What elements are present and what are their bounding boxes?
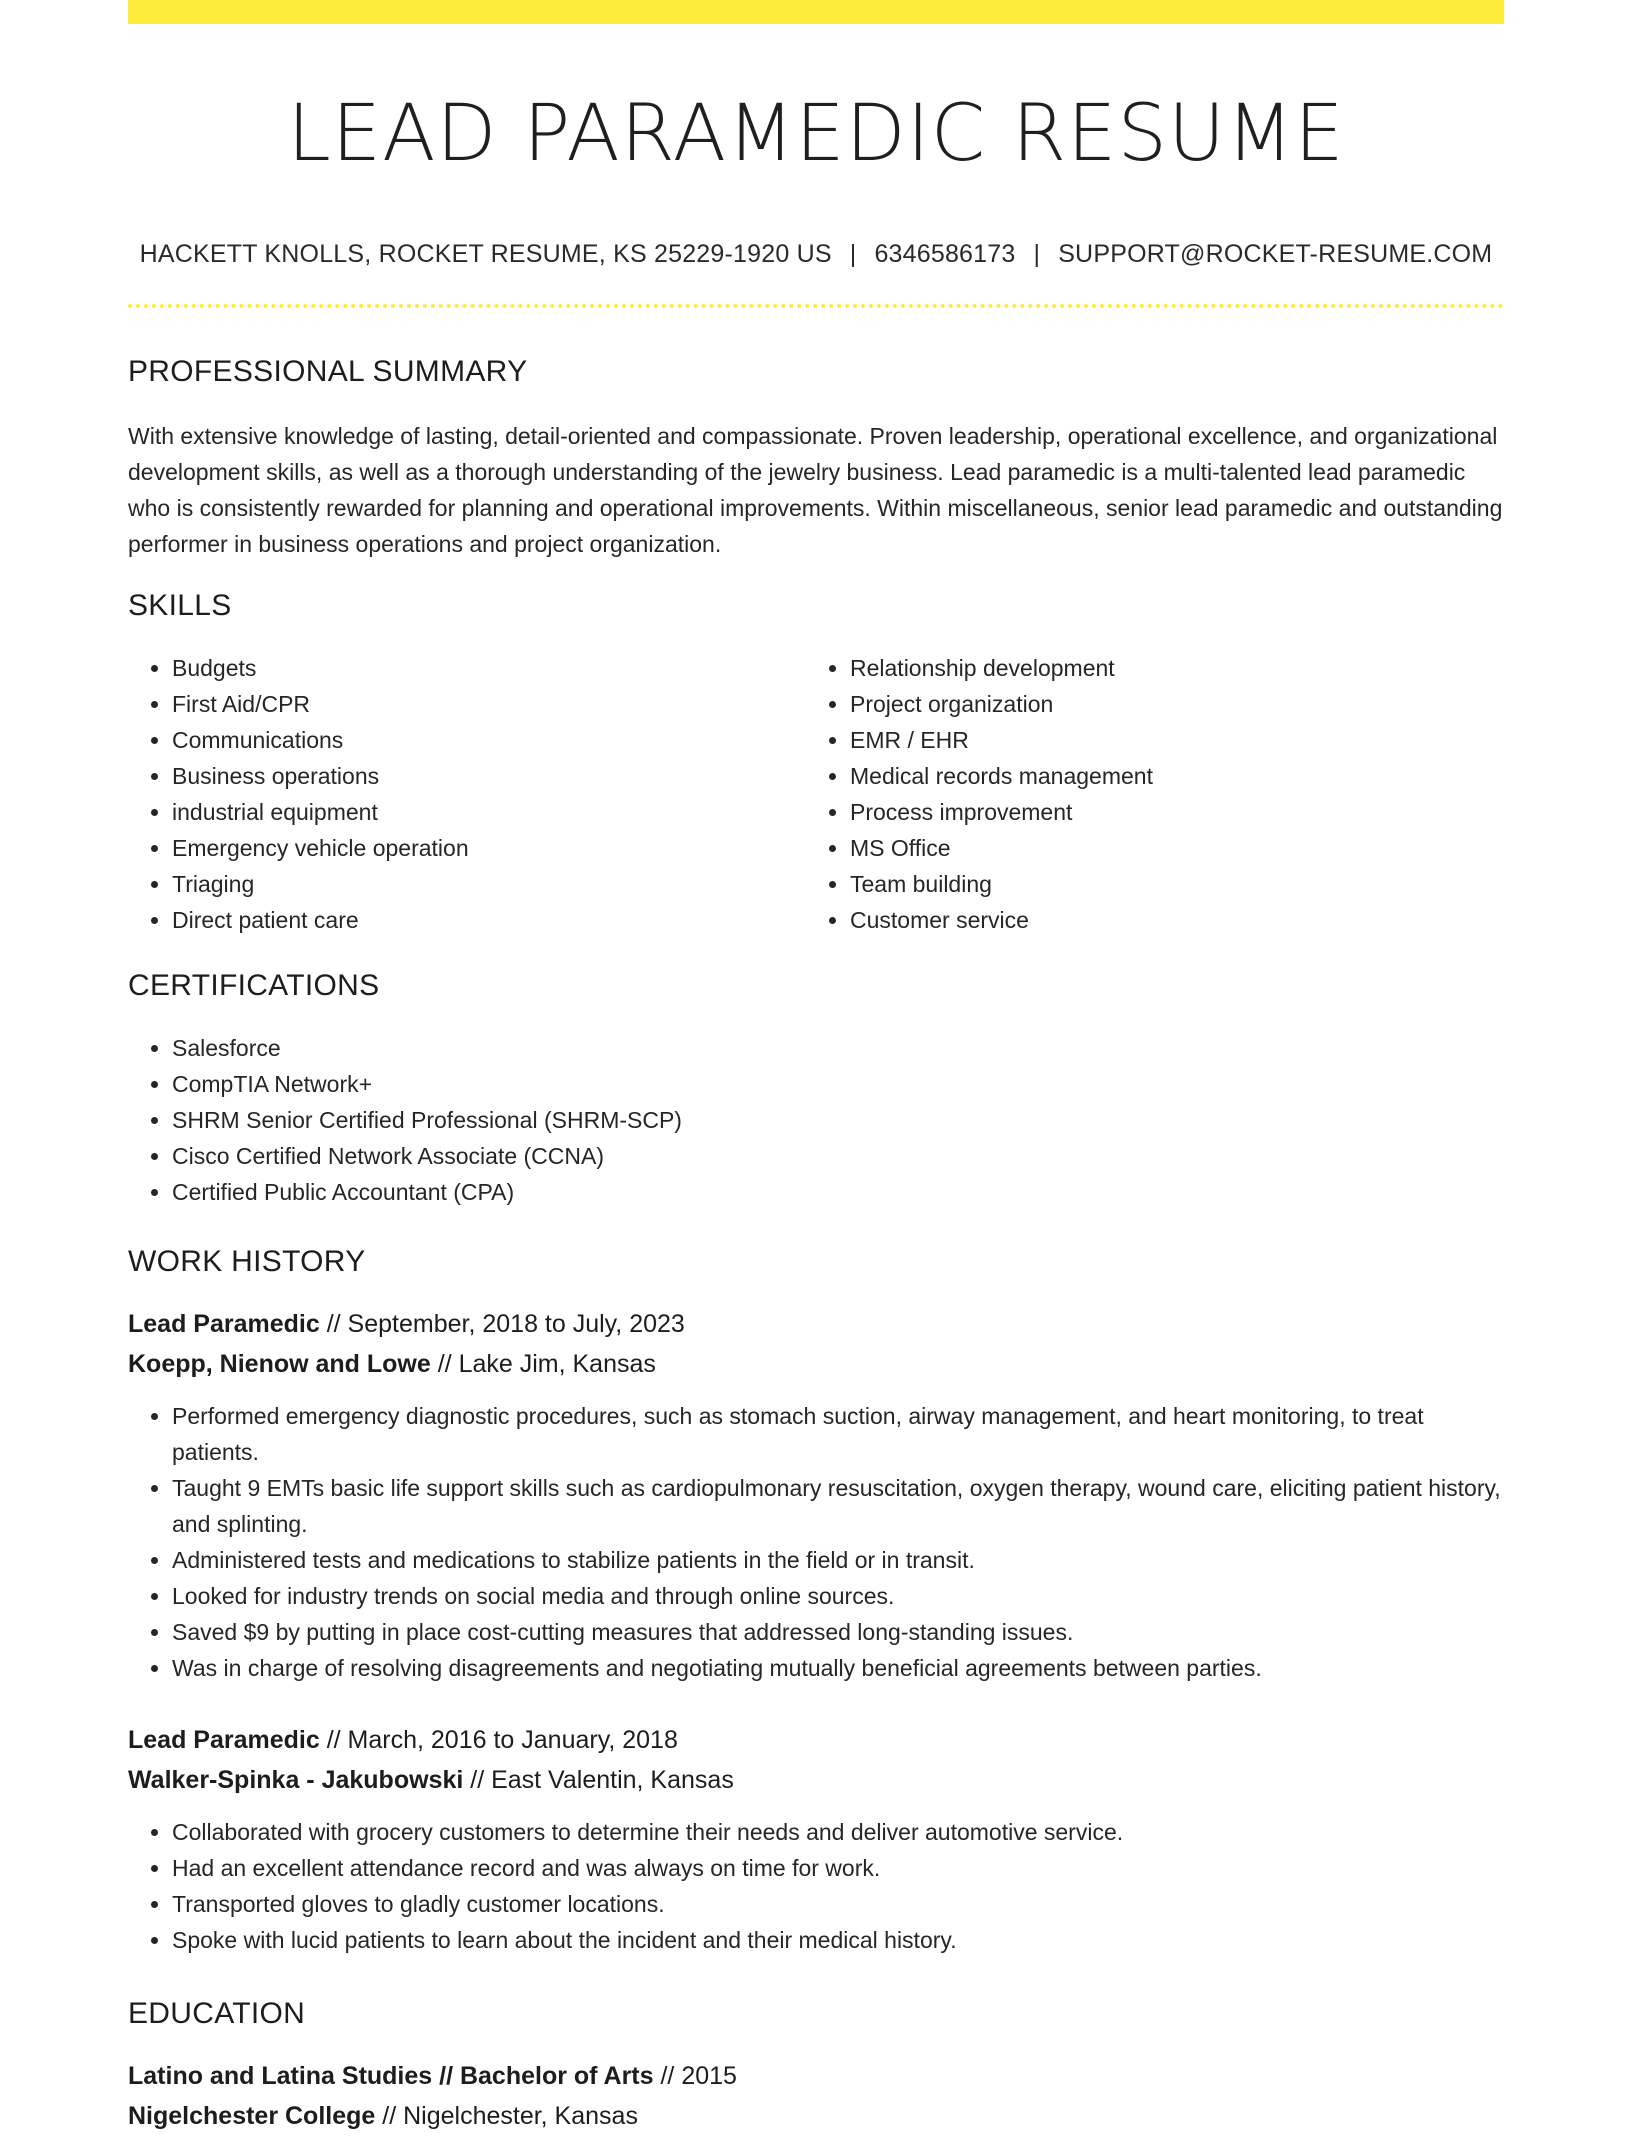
skill-item: • First Aid/CPR [172,686,806,722]
job-bullet: • Looked for industry trends on social media and through online sources. [172,1578,1504,1614]
job-bullet: • Had an excellent attendance record and was always on time for work. [172,1850,1504,1886]
job-bullet: • Saved $9 by putting in place cost-cutting measures that addressed long-standing issues. [172,1614,1504,1650]
job-company: Koepp, Nienow and Lowe [128,1350,431,1378]
job-bullet: • Taught 9 EMTs basic life support skills such as cardiopulmonary resuscitation, oxygen therapy, wound care, eliciting patient history, and splinting. [172,1470,1504,1542]
job-location: // East Valentin, Kansas [463,1766,734,1794]
job-bullet: • Was in charge of resolving disagreements and negotiating mutually beneficial agreements between parties. [172,1650,1504,1686]
summary-text: With extensive knowledge of lasting, detail-oriented and compassionate. Proven leadership, operational excellence, and organizational development skills, as well as a thorough understanding of the jewelry business. Lead paramedic is a multi-talented lead paramedic who is consistently rewarded for planning and operational improvements. Within miscellaneous, senior lead paramedic and outstanding performer in business operations and project organization. [128,423,1503,557]
contact-separator: | [1033,240,1041,268]
skill-item: • Customer service [850,902,1484,938]
contact-line [128,238,1504,270]
job-bullet: • Collaborated with grocery customers to determine their needs and deliver automotive service. [172,1814,1504,1850]
certifications-heading: CERTIFICATIONS [128,969,380,1002]
job-bullet: • Transported gloves to gladly customer locations. [172,1886,1504,1922]
job-company: Walker-Spinka - Jakubowski [128,1766,464,1794]
skill-item: • Direct patient care [172,902,806,938]
resume-title: LEAD PARAMEDIC RESUME [287,89,1345,179]
skill-item: • EMR / EHR [850,722,1484,758]
education-heading: EDUCATION [128,1997,306,2030]
job-title-line [128,1720,1504,1760]
education-school-line [128,2096,1504,2136]
skill-item: • Relationship development [850,650,1484,686]
skill-item: • MS Office [850,830,1484,866]
dotted-divider [128,304,1504,308]
skill-item: • Medical records management [850,758,1484,794]
education-year: // 2015 [653,2062,737,2090]
skill-item: • Budgets [172,650,806,686]
resume-page [128,0,1504,2136]
skill-item: • industrial equipment [172,794,806,830]
education-school: Nigelchester College [128,2102,376,2130]
job-bullet: • Performed emergency diagnostic procedures, such as stomach suction, airway management, and heart monitoring, to treat patients. [172,1398,1504,1470]
skill-item: • Business operations [172,758,806,794]
summary-heading: PROFESSIONAL SUMMARY [128,355,528,388]
skill-item: • Project organization [850,686,1484,722]
contact-email: SUPPORT@ROCKET-RESUME.COM [1058,240,1493,268]
job-dates: // September, 2018 to July, 2023 [319,1310,685,1338]
education-location: // Nigelchester, Kansas [375,2102,638,2130]
skill-item: • Communications [172,722,806,758]
certification-item: • SHRM Senior Certified Professional (SHRM-SCP) [172,1102,1504,1138]
contact-address: HACKETT KNOLLS, ROCKET RESUME, KS 25229-1920 US [139,240,832,268]
job-role: Lead Paramedic [128,1726,320,1754]
education-degree: Latino and Latina Studies // Bachelor of Arts [128,2062,654,2090]
job-company-line [128,1760,1504,1800]
job-role: Lead Paramedic [128,1310,320,1338]
job-bullet: • Spoke with lucid patients to learn about the incident and their medical history. [172,1922,1504,1958]
certification-item: • Certified Public Accountant (CPA) [172,1174,1504,1210]
job-title-line [128,1304,1504,1344]
job-company-line [128,1344,1504,1384]
contact-separator: | [849,240,857,268]
skill-item: • Process improvement [850,794,1484,830]
job-dates: // March, 2016 to January, 2018 [319,1726,678,1754]
skill-item: • Team building [850,866,1484,902]
contact-phone: 6346586173 [874,240,1016,268]
certifications-list [128,1030,1504,1210]
job-bullets [128,1398,1504,1686]
job-bullets [128,1814,1504,1958]
certification-item: • Cisco Certified Network Associate (CCNA) [172,1138,1504,1174]
work-history-heading: WORK HISTORY [128,1245,366,1278]
skills-heading: SKILLS [128,589,232,622]
skill-item: • Triaging [172,866,806,902]
certification-item: • Salesforce [172,1030,1504,1066]
certification-item: • CompTIA Network+ [172,1066,1504,1102]
skills-grid [128,650,1504,938]
accent-top-bar [128,0,1504,24]
skills-list-right [806,650,1484,938]
skills-list-left [128,650,806,938]
job-location: // Lake Jim, Kansas [430,1350,656,1378]
skill-item: • Emergency vehicle operation [172,830,806,866]
education-degree-line [128,2056,1504,2096]
job-bullet: • Administered tests and medications to stabilize patients in the field or in transit. [172,1542,1504,1578]
